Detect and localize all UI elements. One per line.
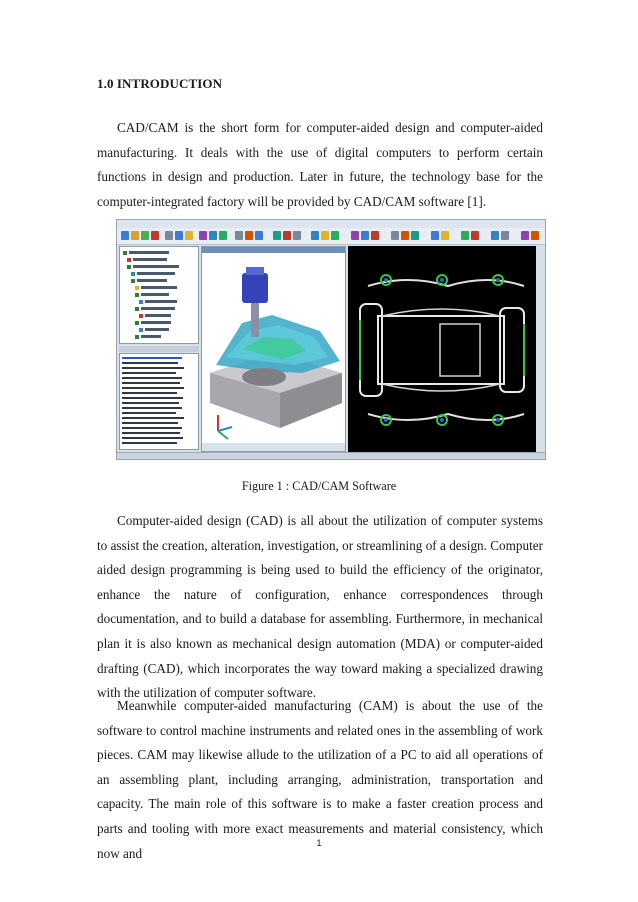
2d-part-drawing-view xyxy=(348,246,536,452)
intro-paragraph: CAD/CAM is the short form for computer-aided design and computer-aided manufacturing. It deals with the use of digital computers to perform certain functions in design and production. Later in future, the technology base for the computer-integrated factory will be provided by CAD/CAM software [1]. xyxy=(97,120,543,209)
software-status-bar xyxy=(117,452,545,460)
machining-simulation-view xyxy=(201,246,346,452)
operations-tree-panel xyxy=(119,246,199,344)
software-toolbar xyxy=(117,228,545,245)
figure-caption: Figure 1 : CAD/CAM Software xyxy=(241,479,397,493)
page-number: 1 xyxy=(316,838,322,848)
panel-tabs xyxy=(119,346,199,352)
cad-cam-software-screenshot xyxy=(116,219,546,460)
cam-paragraph: Meanwhile computer-aided manufacturing (CAM) is about the use of the software to control machine instruments and related ones in the assembling of work pieces. CAM may likewise allude to the utilization of a PC to aid all operations of an assembling plant, including arranging, administration, transportation and capacity. The main role of this software is to make a faster creation process and parts and tooling with more exact measurements and material consistency, which now and xyxy=(97,698,543,861)
cad-paragraph: Computer-aided design (CAD) is all about the utilization of computer systems to assist the creation, alteration, investigation, or streamlining of a design. Computer aided design programming is being used to build the efficiency of the originator, enhance the nature of configuration, enhance correspondences through documentation, and to build a database for assembling. Furthermore, in mechanical plan it is also known as mechanical design automation (MDA) or computer-aided drafting (CAD), which incorporates the way toward making a specialized drawing with the utilization of computer software. xyxy=(97,513,543,701)
section-heading: 1.0 INTRODUCTION xyxy=(97,76,223,91)
nc-code-panel xyxy=(119,353,199,450)
